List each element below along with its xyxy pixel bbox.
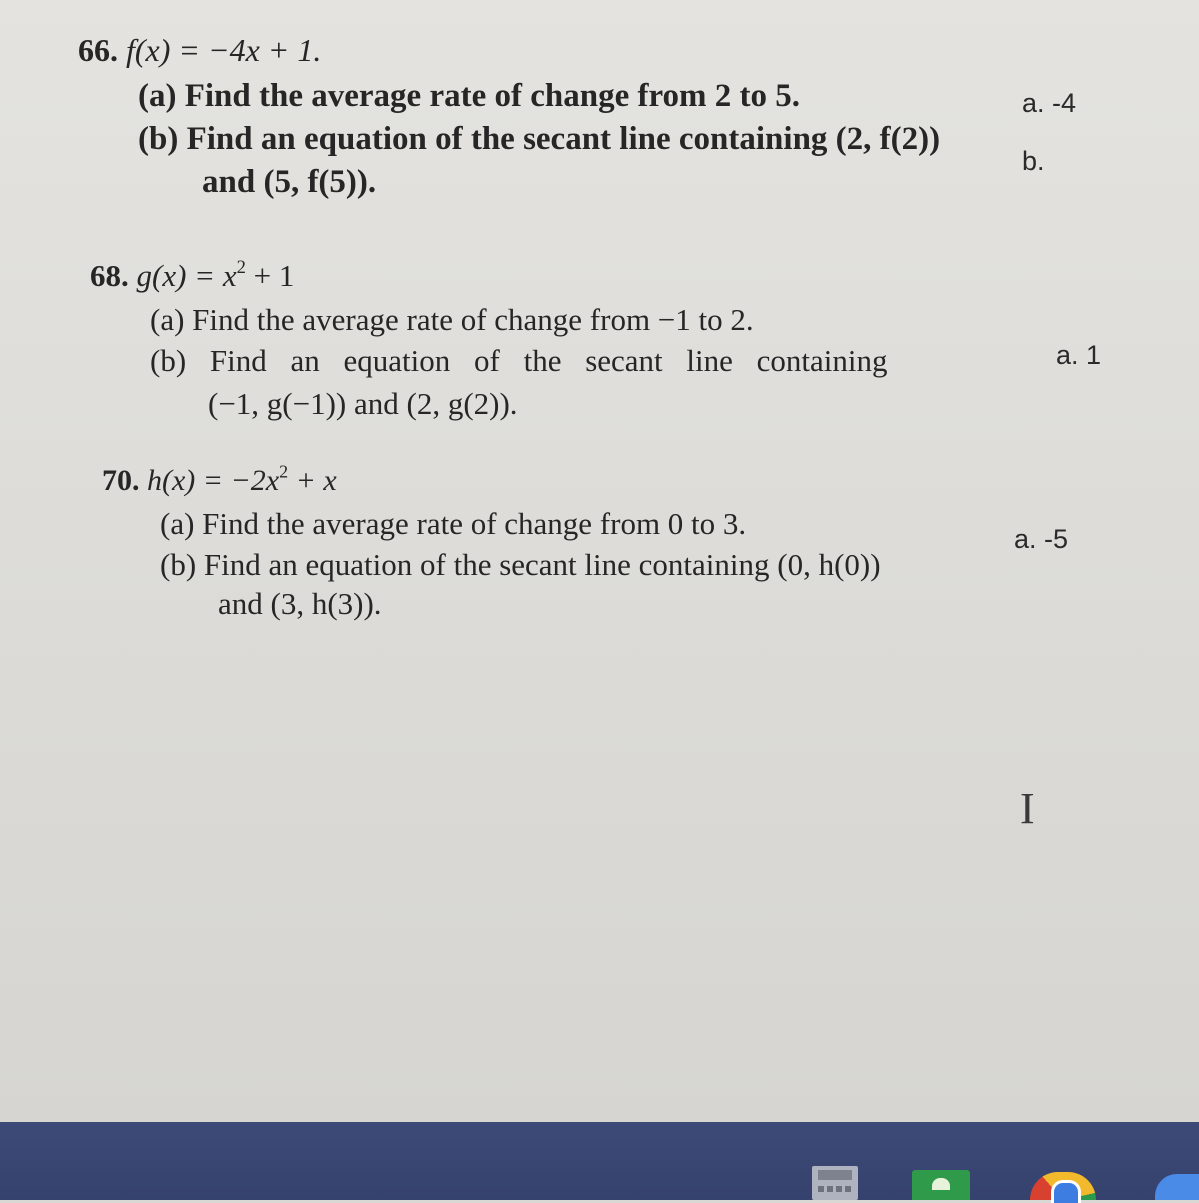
part-b-text: Find an equation of the secant line containing [209, 343, 888, 378]
part-b-text: Find an equation of the secant line containing (2, f(2)) [186, 121, 941, 157]
part-b-label: (b) [138, 121, 179, 157]
part-a-text: Find the average rate of change from 0 to 3. [202, 506, 747, 541]
classroom-icon[interactable] [912, 1170, 970, 1200]
calculator-icon[interactable] [812, 1166, 858, 1200]
part-a-text: Find the average rate of change from −1 to 2. [192, 302, 754, 337]
part-b-text: Find an equation of the secant line containing (0, h(0)) [203, 547, 881, 582]
answer-a: a. -5 [1014, 524, 1069, 554]
part-b-continued: and (5, f(5)). [202, 164, 377, 200]
problem-function: $g(x) = x^2 + 1$ [136, 256, 295, 293]
part-b-continued: and (3, h(3)). [218, 586, 382, 621]
text-cursor-icon: I [1020, 784, 1035, 833]
part-a-label: (a) [160, 506, 195, 541]
part-b-continued: (−1, g(−1)) and (2, g(2)). [208, 386, 518, 421]
problem-function: $h(x) = -2x^2 + x$ [147, 461, 337, 497]
part-b-label: (b) [160, 547, 197, 582]
taskbar [0, 1122, 1199, 1200]
answer-b: b. [1022, 146, 1045, 176]
part-a-text: Find the average rate of change from 2 to 5. [184, 78, 800, 114]
part-a-label: (a) [138, 78, 177, 114]
part-a-label: (a) [150, 302, 185, 337]
problem-number: 70. [102, 464, 140, 497]
part-b-label: (b) [150, 343, 187, 378]
app-icon[interactable] [1155, 1174, 1199, 1200]
problem-number: 68. [90, 258, 129, 293]
chrome-icon[interactable] [1030, 1172, 1096, 1200]
answer-a: a. 1 [1056, 340, 1102, 370]
problem-number: 66. [78, 32, 118, 68]
answer-a: a. -4 [1022, 88, 1077, 118]
problem-function: f(x) = −4x + 1. [126, 32, 322, 68]
